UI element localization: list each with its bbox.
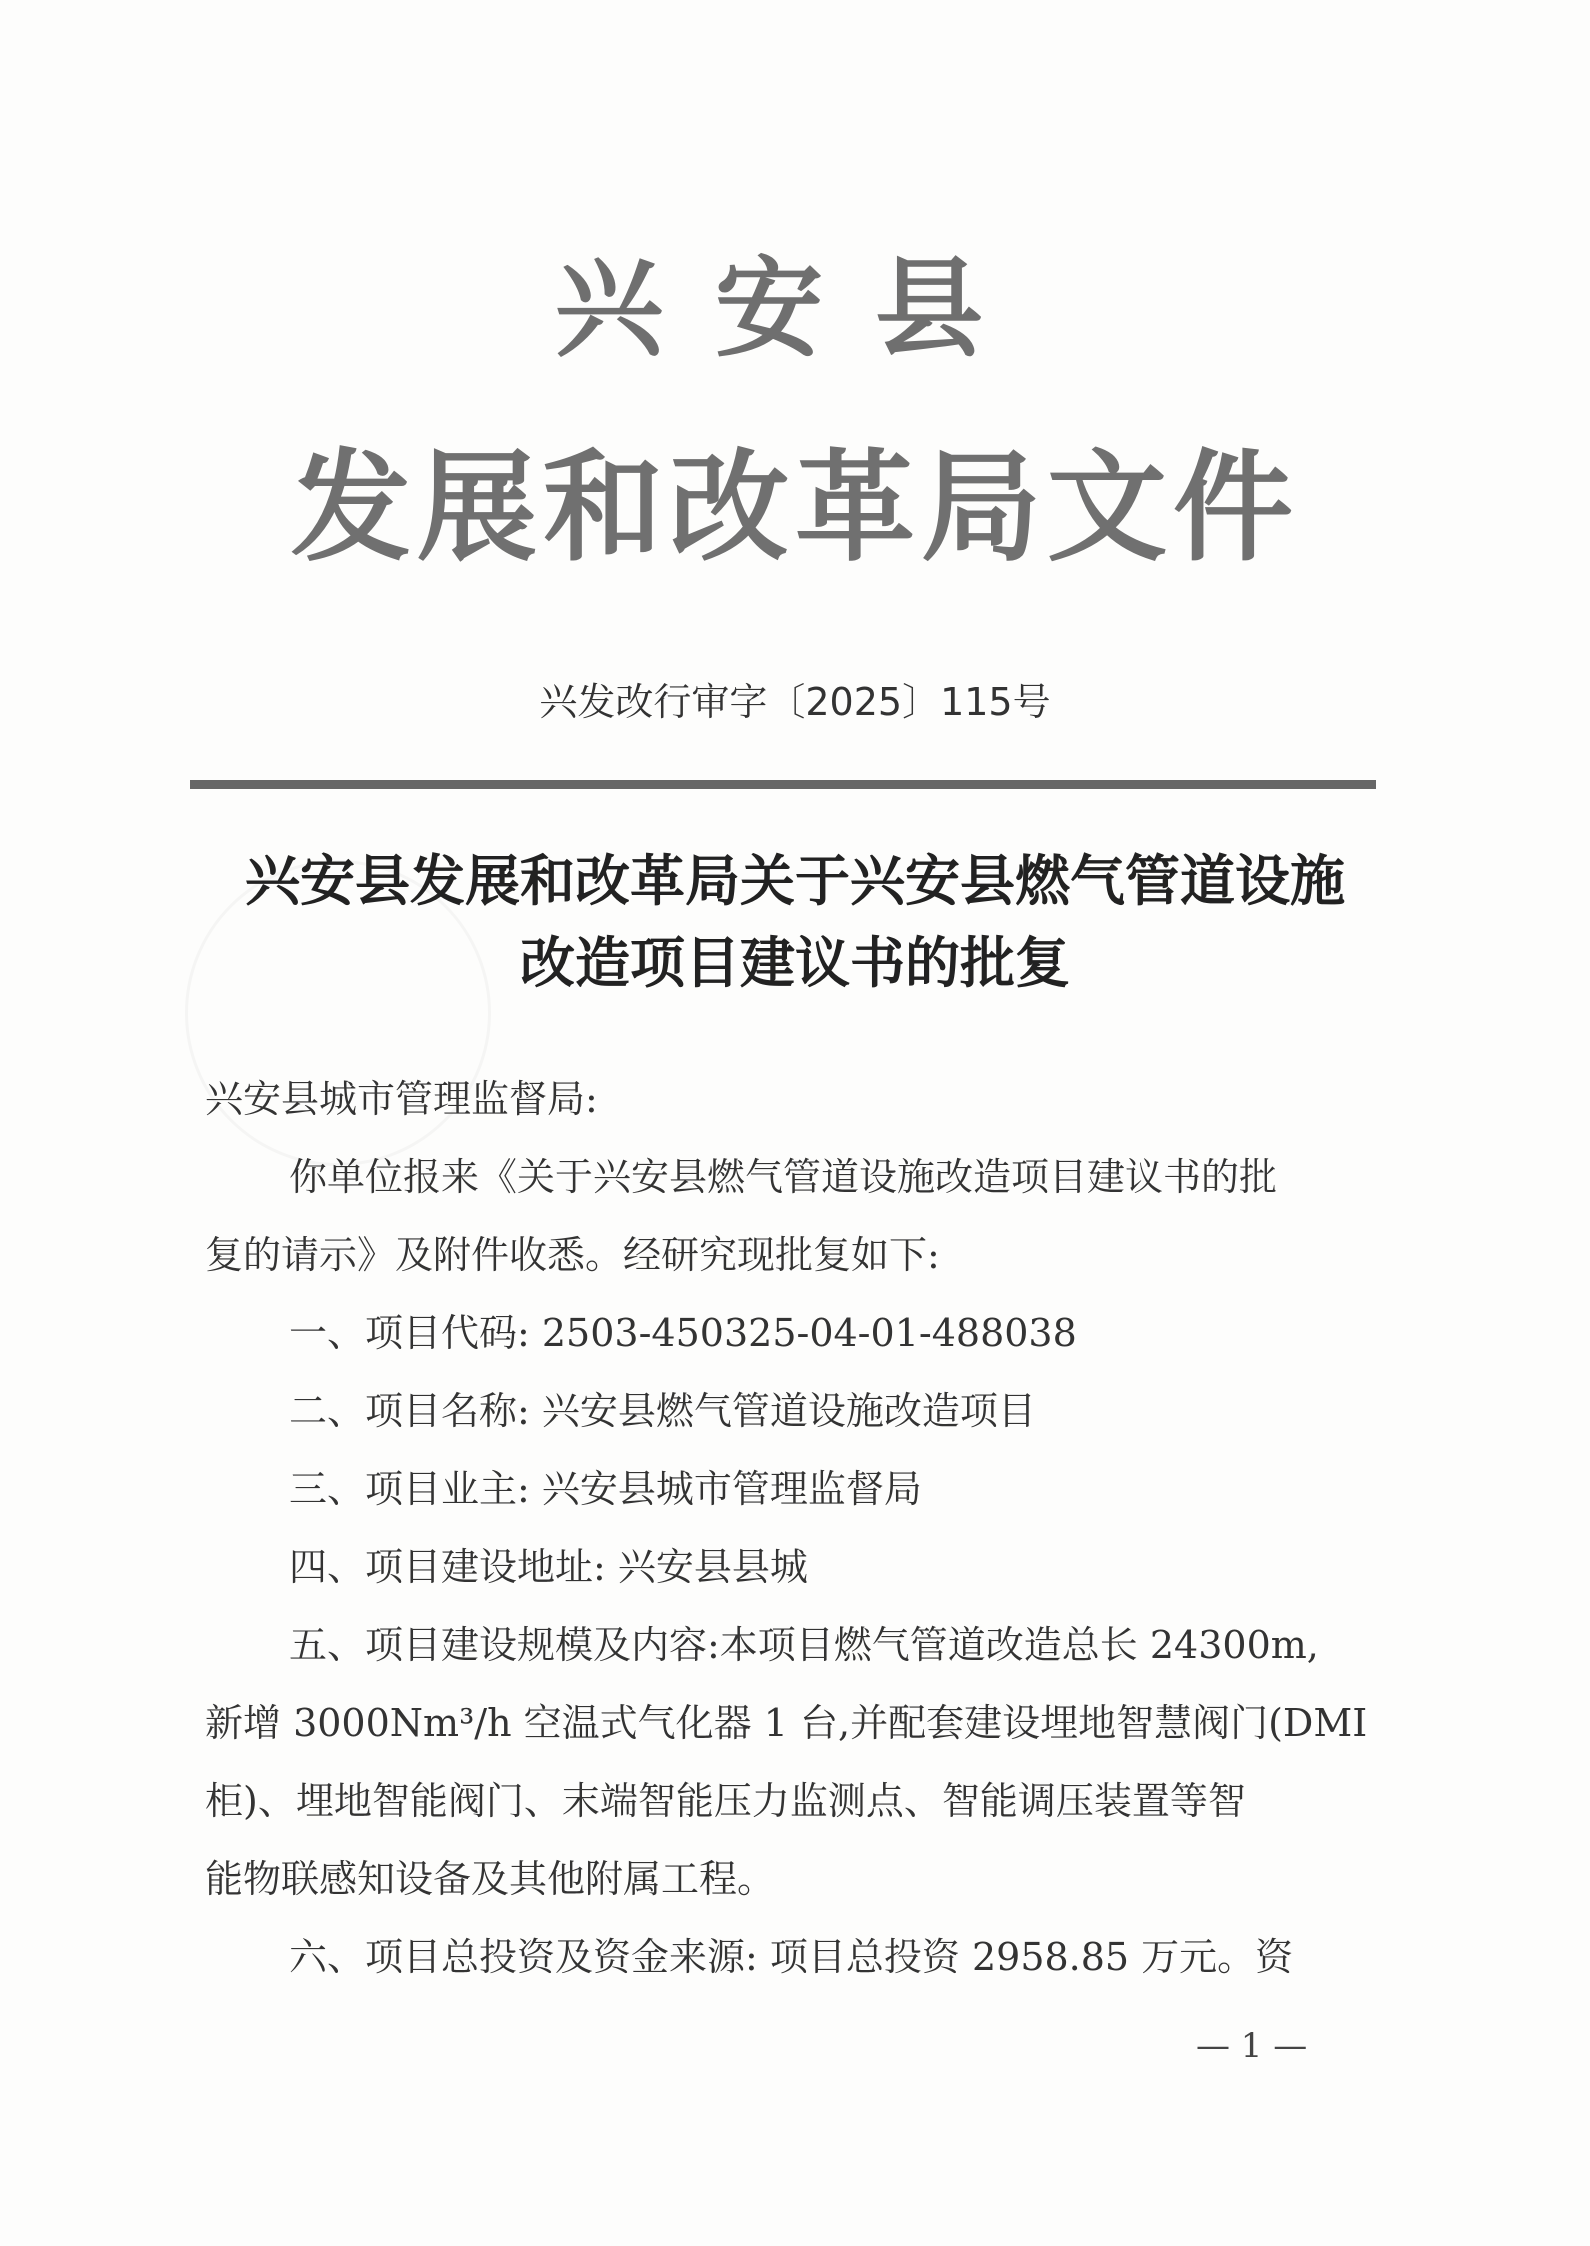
item-investment-line1: 六、项目总投资及资金来源: 项目总投资 2958.85 万元。资	[289, 1935, 1294, 1979]
document-body	[205, 1060, 1405, 1996]
paragraph-intro-line2: 复的请示》及附件收悉。经研究现批复如下:	[205, 1233, 940, 1277]
item-scale-line4: 能物联感知设备及其他附属工程。	[205, 1857, 776, 1901]
title-line-1: 兴安县发展和改革局关于兴安县燃气管道设施	[244, 848, 1345, 913]
item-project-owner: 三、项目业主: 兴安县城市管理监督局	[289, 1467, 922, 1511]
item-scale-line3: 柜)、埋地智能阀门、末端智能压力监测点、智能调压装置等智	[205, 1779, 1246, 1823]
document-title	[0, 840, 1590, 1004]
item-scale-line1: 五、项目建设规模及内容:本项目燃气管道改造总长 24300m,	[289, 1623, 1319, 1667]
item-project-code: 一、项目代码: 2503-450325-04-01-488038	[289, 1311, 1077, 1355]
issuer-name-line1: 兴安县	[554, 246, 1035, 372]
document-number: 兴发改行审字〔2025〕115号	[539, 680, 1051, 724]
issuer-name-line2: 发展和改革局文件	[291, 437, 1299, 578]
item-scale-line2: 新增 3000Nm³/h 空温式气化器 1 台,并配套建设埋地智慧阀门(DMI	[205, 1701, 1368, 1745]
title-line-2: 改造项目建议书的批复	[519, 930, 1070, 995]
addressee: 兴安县城市管理监督局:	[205, 1077, 598, 1121]
header-separator-line	[190, 780, 1376, 789]
paragraph-intro-line1: 你单位报来《关于兴安县燃气管道设施改造项目建议书的批	[289, 1155, 1278, 1199]
page-number: — 1 —	[1196, 2026, 1308, 2066]
item-project-location: 四、项目建设地址: 兴安县县城	[289, 1545, 808, 1589]
item-project-name: 二、项目名称: 兴安县燃气管道设施改造项目	[289, 1389, 1036, 1433]
